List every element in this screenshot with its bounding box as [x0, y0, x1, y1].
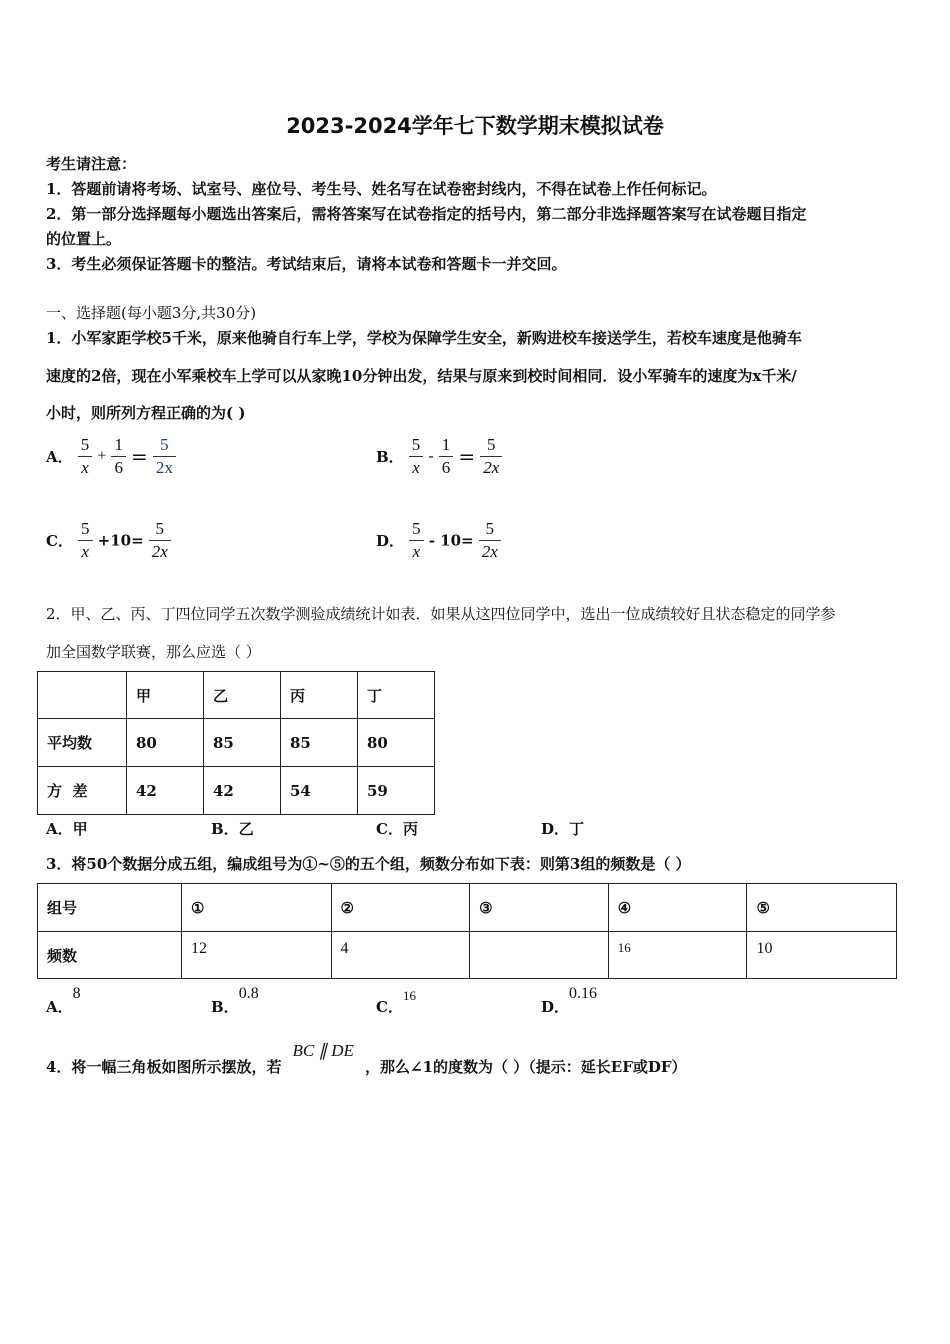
- option-label: C．: [46, 532, 73, 550]
- fraction: $\frac{5}{2x}$: [149, 518, 171, 563]
- table-header-cell: 丙: [281, 672, 358, 719]
- operator-text: - 10=: [428, 531, 474, 550]
- fraction: $\frac{5}{2x}$: [153, 434, 176, 479]
- table-row-label: 方 差: [38, 767, 127, 815]
- table-cell: 12: [182, 932, 332, 979]
- table-cell: 85: [204, 719, 281, 767]
- fraction: $\frac{1}{6}$: [111, 434, 126, 479]
- question-1-option-d[interactable]: [376, 518, 501, 563]
- question-4-prefix: 4．将一幅三角板如图所示摆放，若: [46, 1058, 282, 1076]
- notice-heading: 考生请注意：: [46, 155, 137, 173]
- table-cell: [470, 932, 609, 979]
- question-3-option-c[interactable]: [376, 988, 416, 1017]
- fraction: $\frac{5}{x}$: [78, 518, 93, 563]
- table-row-label: 频数: [38, 932, 182, 979]
- table-header-cell: ④: [608, 884, 747, 932]
- notice-item-2-cont: 的位置上。: [46, 230, 122, 248]
- option-label: B．: [211, 998, 239, 1016]
- plus-sign: +: [97, 447, 107, 465]
- table-cell: 42: [204, 767, 281, 815]
- fraction: $\frac{5}{2x}$: [480, 434, 502, 479]
- table-header-cell: 甲: [127, 672, 204, 719]
- question-3-option-b[interactable]: [211, 985, 259, 1017]
- equals-sign: =: [131, 444, 148, 469]
- question-4-line-1: [46, 1040, 687, 1076]
- question-2-line-2: 加全国数学联赛，那么应选（ ）: [46, 643, 261, 661]
- table-row-label: 平均数: [38, 719, 127, 767]
- table-header-cell: 乙: [204, 672, 281, 719]
- frequency-table: [37, 883, 897, 979]
- option-label: D．: [376, 532, 405, 550]
- fraction: $\frac{5}{2x}$: [479, 518, 501, 563]
- question-2-option-c[interactable]: C．丙: [376, 820, 418, 838]
- table-cell: 80: [358, 719, 435, 767]
- question-1-line-1: 1．小军家距学校5千米，原来他骑自行车上学，学校为保障学生安全，新购进校车接送学生，若校车速度是他骑车: [46, 329, 802, 347]
- table-header-cell: ③: [470, 884, 609, 932]
- notice-item-2: 2．第一部分选择题每小题选出答案后，需将答案写在试卷指定的括号内，第二部分非选择题答案写在试卷题目指定: [46, 205, 807, 223]
- option-label: B．: [376, 448, 404, 466]
- option-value: 0.8: [238, 985, 259, 1002]
- notice-item-1: 1．答题前请将考场、试室号、座位号、考生号、姓名写在试卷密封线内，不得在试卷上作任何标记。: [46, 180, 717, 198]
- table-header-row: [38, 672, 435, 719]
- option-label: A．: [46, 998, 73, 1016]
- table-header-row: [38, 884, 897, 932]
- question-2-option-a[interactable]: A．甲: [46, 820, 88, 838]
- fraction: $\frac{5}{x}$: [78, 434, 93, 479]
- option-value: 16: [402, 988, 416, 1003]
- question-4-suffix: ，那么∠1的度数为（ ）（提示：延长EF或DF）: [365, 1058, 687, 1076]
- question-3-option-a[interactable]: [46, 985, 81, 1017]
- option-label: A．: [46, 448, 73, 466]
- table-row: [38, 719, 435, 767]
- operator-text: +10=: [97, 531, 144, 550]
- notice-item-3: 3．考生必须保证答题卡的整洁。考试结束后，请将本试卷和答题卡一并交回。: [46, 255, 567, 273]
- question-1-option-b[interactable]: [376, 434, 502, 479]
- table-cell: 59: [358, 767, 435, 815]
- question-3-line-1: 3．将50个数据分成五组，编成组号为①~⑤的五个组，频数分布如下表：则第3组的频数是（ ）: [46, 855, 691, 873]
- section-heading: 一、选择题(每小题3分,共30分): [46, 304, 257, 322]
- option-label: D．: [541, 998, 570, 1016]
- question-1-line-2: 速度的2倍，现在小军乘校车上学可以从家晚10分钟出发，结果与原来到校时间相同．设小军骑车的速度为x千米/: [46, 367, 797, 385]
- question-1-option-a[interactable]: [46, 434, 176, 479]
- question-3-option-d[interactable]: [541, 985, 598, 1017]
- question-2-line-1: 2．甲、乙、丙、丁四位同学五次数学测验成绩统计如表．如果从这四位同学中，选出一位成绩较好且状态稳定的同学参: [46, 605, 836, 623]
- question-1-line-3: 小时，则所列方程正确的为( ): [46, 404, 246, 422]
- table-header-cell: ②: [331, 884, 470, 932]
- table-row: [38, 932, 897, 979]
- table-cell: 54: [281, 767, 358, 815]
- table-header-cell: 丁: [358, 672, 435, 719]
- fraction: $\frac{5}{x}$: [409, 518, 424, 563]
- table-cell: 85: [281, 719, 358, 767]
- table-cell: 4: [331, 932, 470, 979]
- table-cell: 10: [747, 932, 897, 979]
- equals-sign: =: [458, 444, 476, 469]
- minus-sign: -: [428, 447, 434, 465]
- table-header-cell: ①: [182, 884, 332, 932]
- question-2-option-b[interactable]: B．乙: [211, 820, 254, 838]
- parallel-expression: BC ∥ DE: [292, 1041, 354, 1060]
- fraction: $\frac{5}{x}$: [409, 434, 424, 479]
- option-label: C．: [376, 998, 403, 1016]
- question-1-option-c[interactable]: [46, 518, 171, 563]
- table-cell: [38, 672, 127, 719]
- score-stats-table: [37, 671, 435, 815]
- table-header-cell: 组号: [38, 884, 182, 932]
- question-2-option-d[interactable]: D．丁: [541, 820, 585, 838]
- fraction: $\frac{1}{6}$: [439, 434, 454, 479]
- table-cell: 42: [127, 767, 204, 815]
- table-row: [38, 767, 435, 815]
- option-value: 8: [72, 985, 81, 1002]
- table-cell: 16: [608, 932, 747, 979]
- page-title: 2023-2024学年七下数学期末模拟试卷: [286, 114, 664, 138]
- option-value: 0.16: [569, 985, 598, 1002]
- table-header-cell: ⑤: [747, 884, 897, 932]
- table-cell: 80: [127, 719, 204, 767]
